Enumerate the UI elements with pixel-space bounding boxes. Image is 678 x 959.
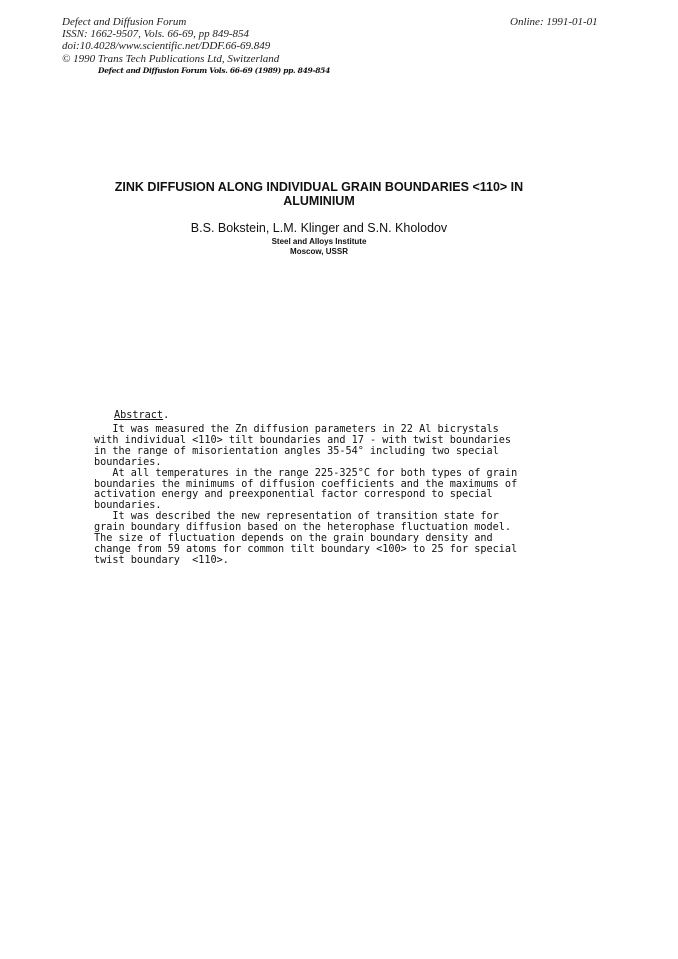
paper-title: [80, 181, 558, 208]
title-line-1: ZINK DIFFUSION ALONG INDIVIDUAL GRAIN BOUNDARIES <110> IN: [114, 180, 524, 194]
abstract-line: It was measured the Zn diffusion parameters in 22 Al bicrystals: [94, 424, 499, 435]
doi-line: doi:10.4028/www.scientific.net/DDF.66-69.849: [62, 40, 271, 53]
abstract-line: change from 59 atoms for common tilt boundary <100> to 25 for special: [94, 543, 518, 555]
copyright-line: © 1990 Trans Tech Publications Ltd, Switzerland: [62, 52, 280, 65]
abstract-line: At all temperatures in the range 225-325°C for both types of grain: [94, 467, 518, 479]
abstract-line: boundaries.: [94, 456, 162, 468]
abstract-line: in the range of misorientation angles 35-54° including two special: [94, 445, 499, 457]
title-line-2: ALUMINIUM: [283, 193, 355, 208]
abstract-line: twist boundary <110>.: [94, 554, 229, 566]
abstract-line: The size of fluctuation depends on the grain boundary density and: [94, 533, 493, 545]
citation-header: [62, 16, 279, 65]
abstract-body: [94, 425, 564, 567]
abstract-line: grain boundary diffusion based on the heterophase fluctuation model.: [94, 522, 512, 534]
abstract-line: boundaries.: [94, 500, 162, 512]
authors: B.S. Bokstein, L.M. Klinger and S.N. Kholodov: [190, 221, 448, 235]
abstract-line: boundaries the minimums of diffusion coefficients and the maximums of: [94, 478, 518, 490]
journal-reference: Defect and Diffusion Forum Vols. 66-69 (1989) pp. 849-854: [98, 66, 330, 75]
abstract-line: It was described the new representation of transition state for: [94, 511, 499, 523]
abstract-heading: [114, 410, 169, 421]
abstract-line: with individual <110> tilt boundaries and 17 - with twist boundaries: [94, 434, 512, 446]
institution-city: Moscow, USSR: [290, 247, 348, 256]
journal-name: Defect and Diffusion Forum: [62, 16, 187, 28]
abstract-heading-text: Abstract: [114, 410, 164, 421]
affiliation: [80, 237, 558, 257]
issn-line: ISSN: 1662-9507, Vols. 66-69, pp 849-854: [62, 28, 249, 41]
abstract-line: activation energy and preexponential factor correspond to special: [94, 489, 493, 501]
institution-name: Steel and Alloys Institute: [271, 237, 367, 246]
abstract-heading-suffix: .: [163, 410, 170, 421]
online-date: Online: 1991-01-01: [510, 16, 598, 28]
